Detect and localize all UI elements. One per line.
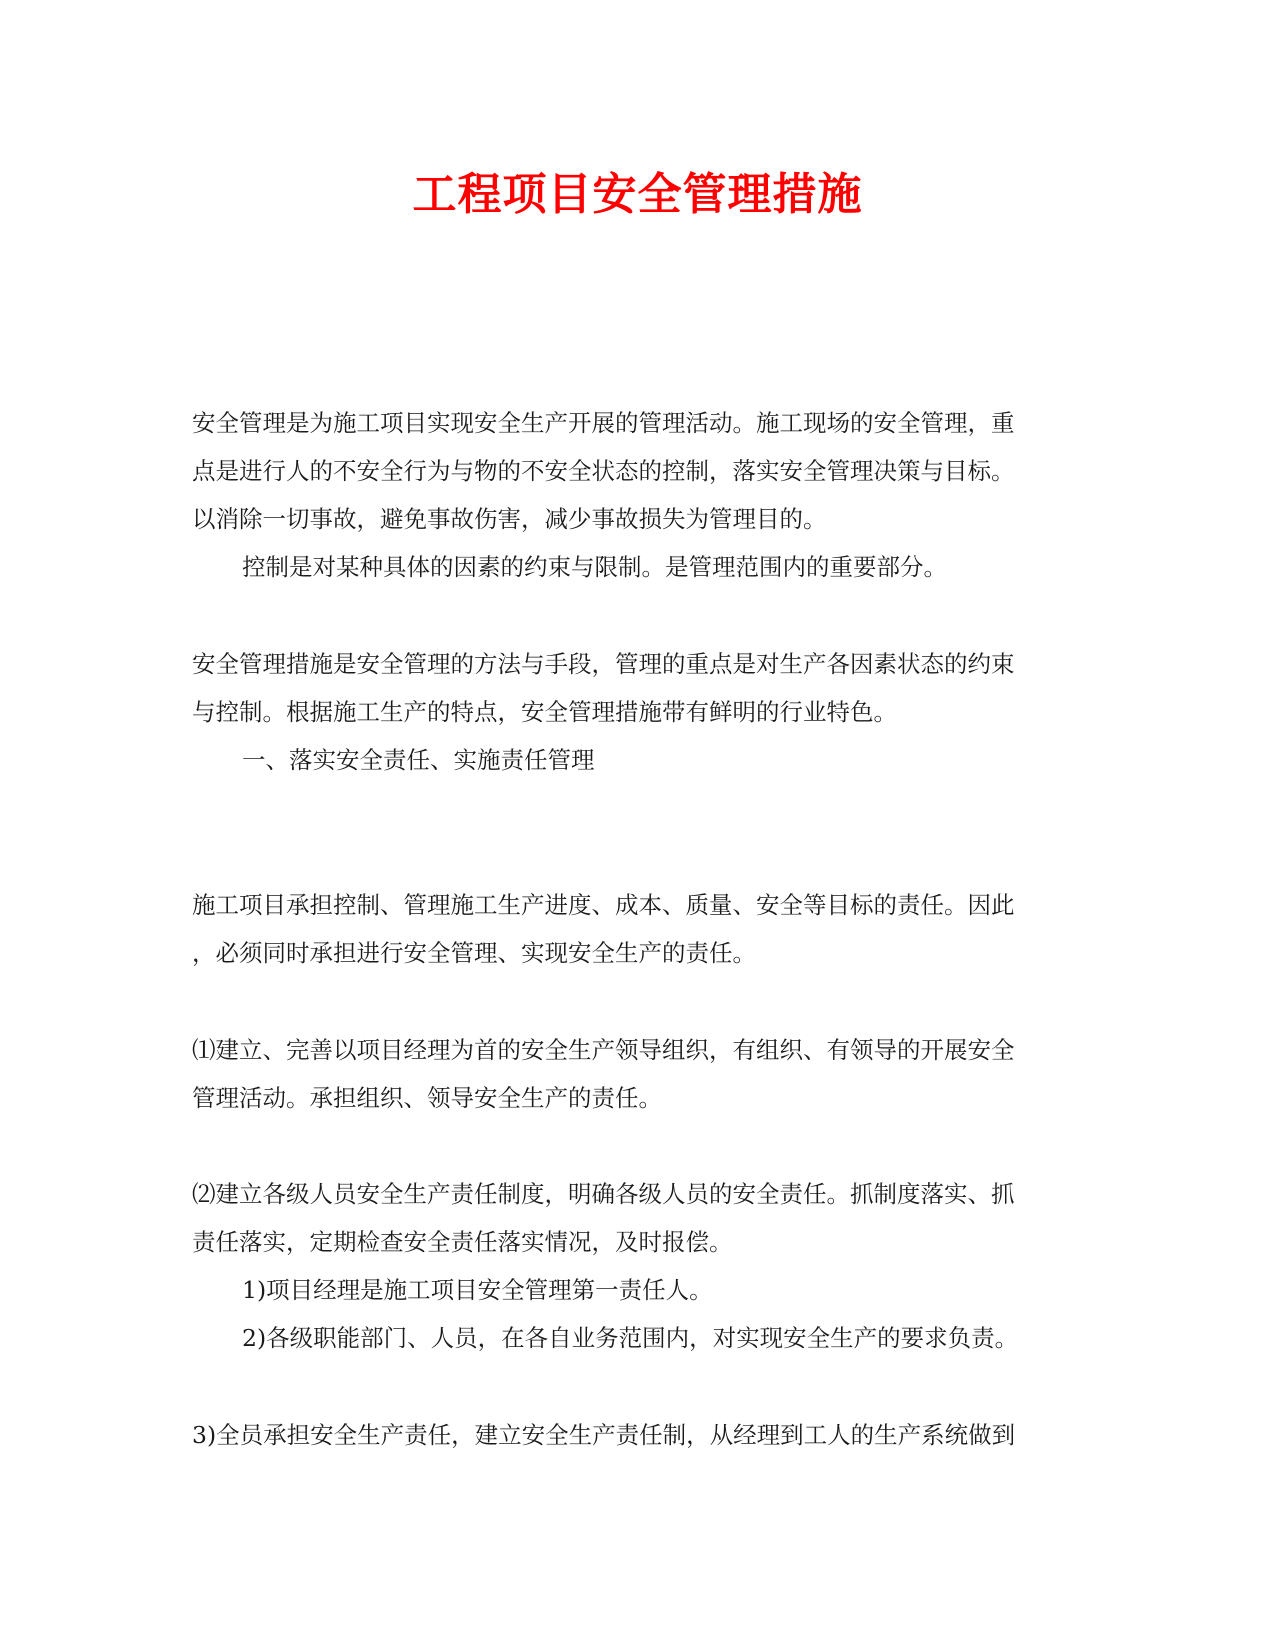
paragraph-line: 责任落实，定期检查安全责任落实情况，及时报偿。	[192, 1228, 733, 1256]
list-item: 2)各级职能部门、人员，在各自业务范围内，对实现安全生产的要求负责。	[242, 1324, 1019, 1352]
paragraph-line: 安全管理措施是安全管理的方法与手段，管理的重点是对生产各因素状态的约束	[192, 650, 1015, 678]
section-heading: 一、落实安全责任、实施责任管理	[242, 746, 595, 774]
paragraph-line: 以消除一切事故，避免事故伤害，减少事故损失为管理目的。	[192, 505, 827, 533]
paragraph-line: ，必须同时承担进行安全管理、实现安全生产的责任。	[192, 939, 756, 967]
paragraph-line: 安全管理是为施工项目实现安全生产开展的管理活动。施工现场的安全管理，重	[192, 409, 1015, 437]
paragraph-line: 施工项目承担控制、管理施工生产进度、成本、质量、安全等目标的责任。因此	[192, 891, 1015, 919]
list-item: 1)项目经理是施工项目安全管理第一责任人。	[242, 1276, 713, 1304]
paragraph-line: ⑵建立各级人员安全生产责任制度，明确各级人员的安全责任。抓制度落实、抓	[192, 1180, 1015, 1208]
list-item: 3)全员承担安全生产责任，建立安全生产责任制，从经理到工人的生产系统做到	[192, 1421, 1016, 1449]
paragraph-line: ⑴建立、完善以项目经理为首的安全生产领导组织，有组织、有领导的开展安全	[192, 1036, 1015, 1064]
document-title: 工程项目安全管理措施	[412, 169, 863, 220]
paragraph-line: 点是进行人的不安全行为与物的不安全状态的控制，落实安全管理决策与目标。	[192, 457, 1015, 485]
paragraph-line: 控制是对某种具体的因素的约束与限制。是管理范围内的重要部分。	[242, 553, 947, 581]
paragraph-line: 与控制。根据施工生产的特点，安全管理措施带有鲜明的行业特色。	[192, 698, 897, 726]
paragraph-line: 管理活动。承担组织、领导安全生产的责任。	[192, 1084, 662, 1112]
